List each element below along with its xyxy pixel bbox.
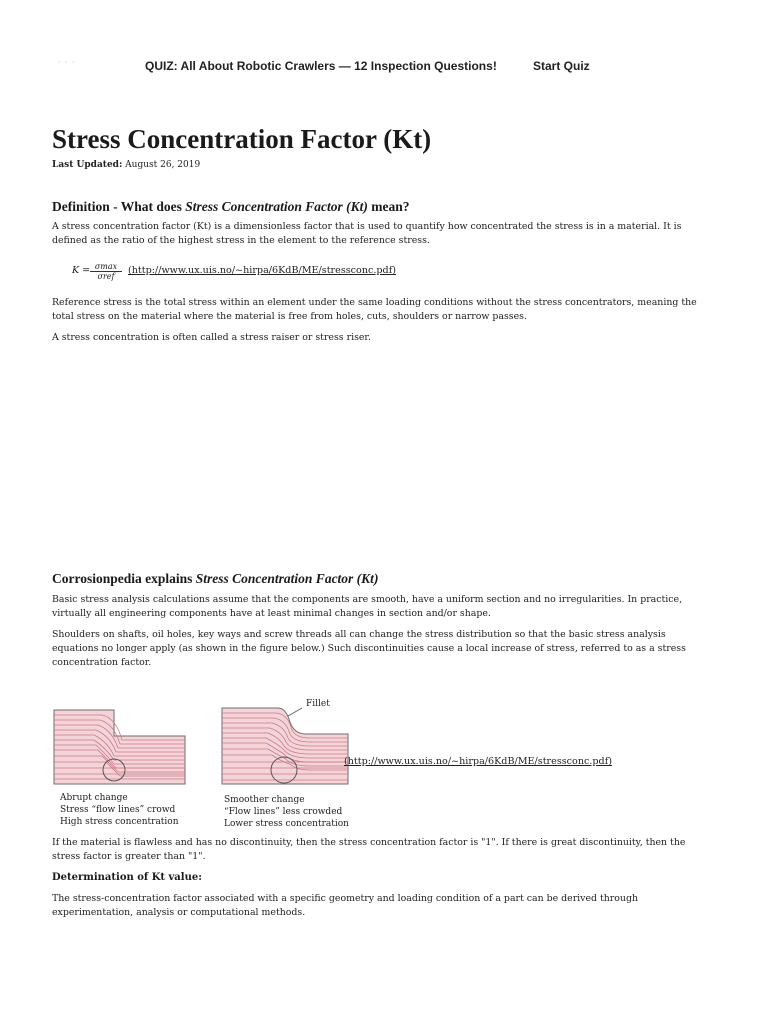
definition-paragraph-3: A stress concentration is often called a stress raiser or stress riser. [52,332,371,343]
formula-numerator: σmax [90,262,122,272]
explains-paragraph-3: If the material is flawless and has no discontinuity, then the stress concentration factor is "1". If there is great discontinuity, then the stress factor is greater than "1". [52,837,686,862]
fillet-change-illustration [220,696,350,788]
formula-source-link[interactable]: (http://www.ux.uis.no/~hirpa/6KdB/ME/stressconc.pdf) [128,265,396,276]
smoother-caption-1: Smoother change [224,795,305,805]
quiz-link[interactable]: QUIZ: All About Robotic Crawlers — 12 Inspection Questions! [145,59,497,73]
fillet-label: Fillet [306,699,330,709]
definition-heading-term: Stress Concentration Factor (Kt) [185,199,368,214]
formula-denominator: σref [97,272,115,281]
explains-heading-term: Stress Concentration Factor (Kt) [195,571,379,586]
determination-heading: Determination of Kt value: [52,872,202,883]
abrupt-caption-3: High stress concentration [60,817,179,827]
smoother-caption-3: Lower stress concentration [224,819,349,829]
definition-heading-suffix: mean? [367,199,410,214]
smoother-caption-2: “Flow lines” less crowded [224,807,343,817]
abrupt-caption-1: Abrupt change [60,793,128,803]
last-updated-date: August 26, 2019 [125,160,201,170]
explains-paragraph-1: Basic stress analysis calculations assume that the components are smooth, have a uniform section and no irregularities. In practice, virtually all engineering components have at least minimal changes in section and/or shape. [52,594,683,619]
abrupt-caption-2: Stress “flow lines” crowd [60,805,176,815]
last-updated [52,159,200,171]
formula-lhs: K = [72,265,91,276]
figure-smoother-change [220,696,350,831]
definition-paragraph-1: A stress concentration factor (Kt) is a dimensionless factor that is used to quantify how concentrated the stress is in a material. It is defined as the ratio of the highest stress in the element to the reference stress. [52,221,682,246]
start-quiz-button[interactable]: Start Quiz [533,59,590,73]
definition-heading-prefix: Definition - What does [52,199,186,214]
explains-heading-prefix: Corrosionpedia explains [52,571,196,586]
figure-abrupt-change [52,706,187,831]
page-title: Stress Concentration Factor (Kt) [52,124,432,154]
definition-paragraph-2: Reference stress is the total stress within an element under the same loading conditions without the stress concentrators, meaning the total stress on the material where the material is free from holes, cuts, shoulders or narrow passes. [52,297,697,322]
kt-formula [72,262,492,288]
quiz-banner [0,57,768,75]
figure-source-link[interactable]: (http://www.ux.uis.no/~hirpa/6KdB/ME/stressconc.pdf) [344,756,612,767]
explains-heading [52,571,378,587]
explains-paragraph-2: Shoulders on shafts, oil holes, key ways and screw threads all can change the stress distribution so that the basic stress analysis equations no longer apply (as shown in the figure below.) Such discontinuities cause a local increase of stress, referred to as a stress concentration factor. [52,629,686,668]
formula-fraction [90,262,122,281]
definition-heading [52,199,410,215]
determination-paragraph: The stress-concentration factor associated with a specific geometry and loading condition of a part can be derived through experimentation, analysis or computational methods. [52,893,639,918]
abrupt-change-illustration [52,706,187,788]
last-updated-label: Last Updated: [52,160,123,170]
banner-logo-faint: · · · [58,57,76,69]
